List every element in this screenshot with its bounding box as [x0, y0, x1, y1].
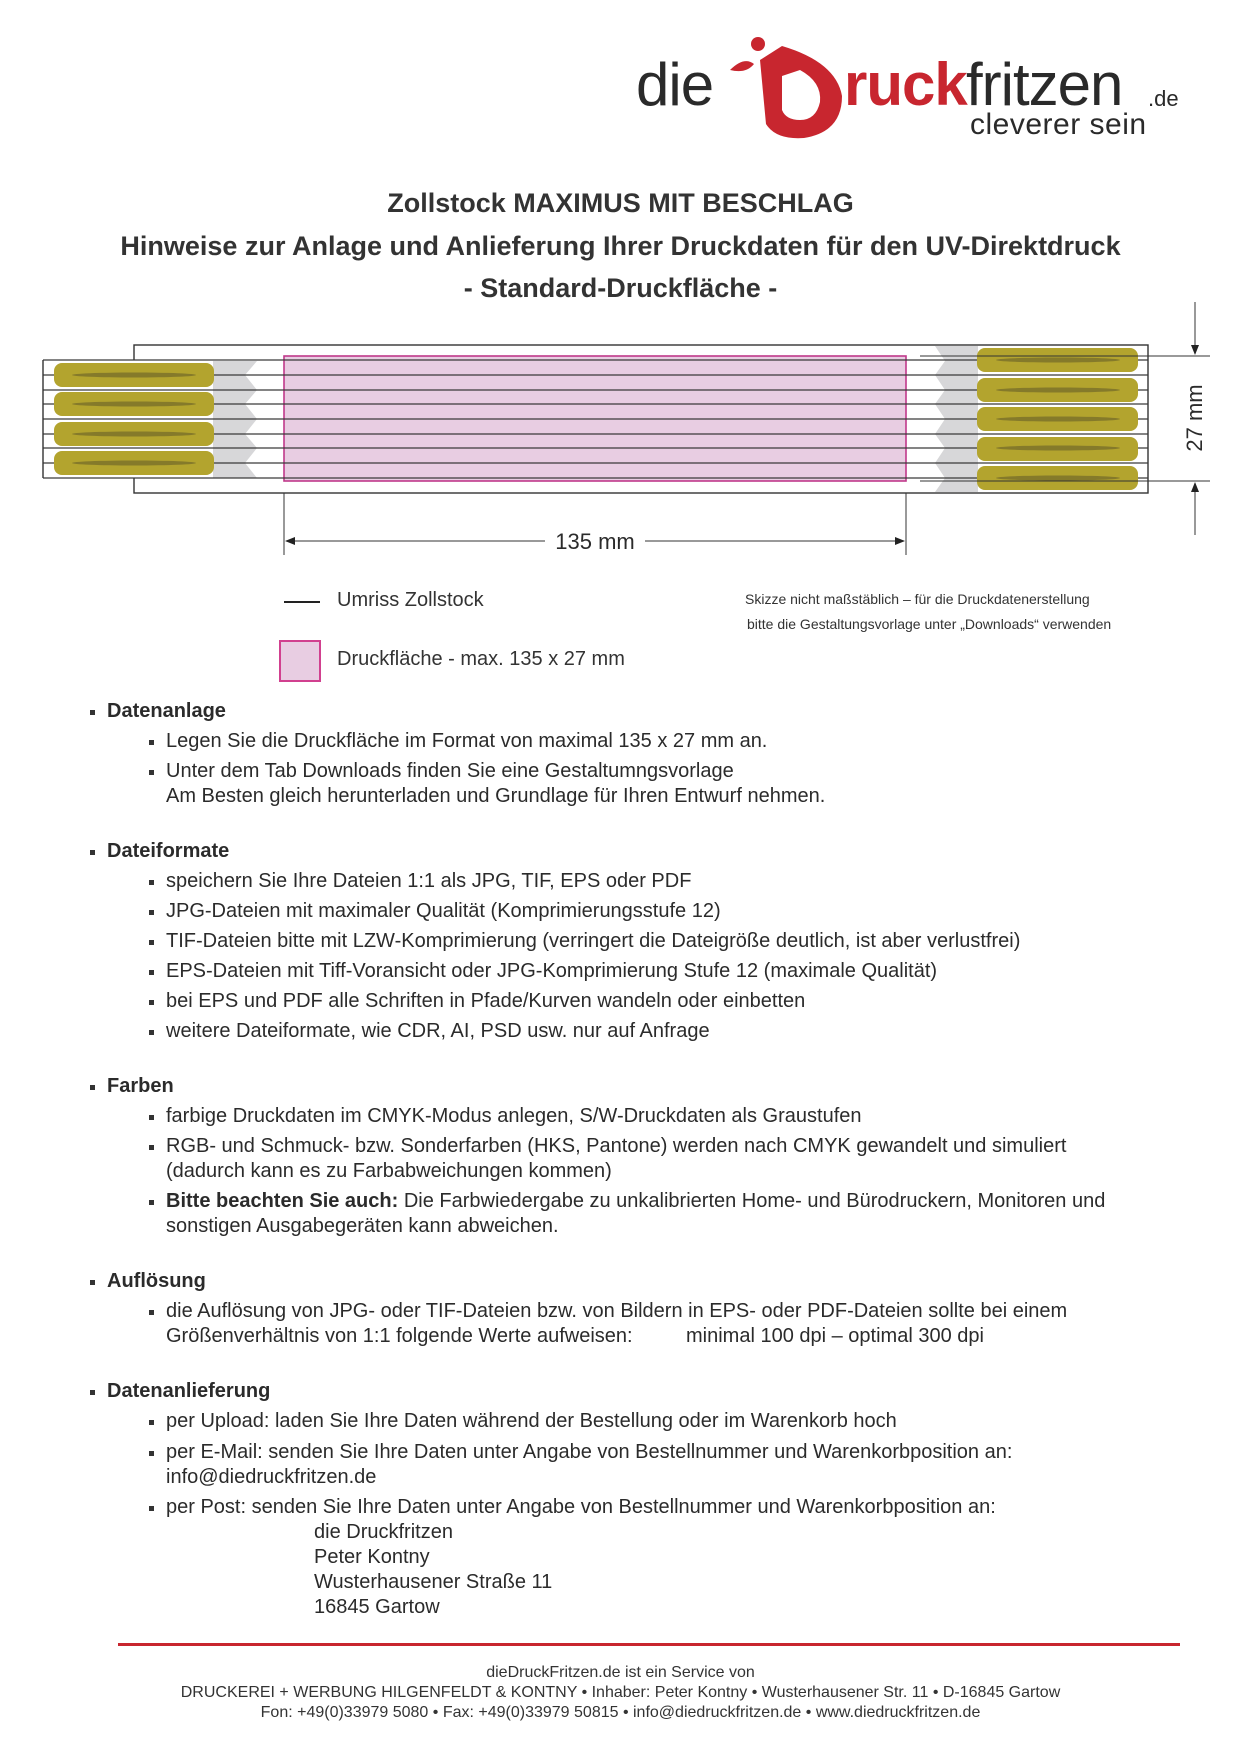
folding-rule-diagram: [0, 300, 1241, 560]
section-heading-aufloesung: Auflösung: [90, 1270, 206, 1293]
list-item: EPS-Dateien mit Tiff-Voransicht oder JPG-Komprimierung Stufe 12 (maximale Qualität): [149, 960, 937, 983]
address-line: 16845 Gartow: [314, 1596, 440, 1618]
legend-outline-swatch: [284, 601, 320, 603]
list-item: speichern Sie Ihre Dateien 1:1 als JPG, TIF, EPS oder PDF: [149, 870, 691, 893]
legend-print-area-label: Druckfläche - max. 135 x 27 mm: [337, 648, 625, 670]
scale-note-line2: bitte die Gestaltungsvorlage unter „Downloads“ verwenden: [747, 616, 1112, 632]
footer-company-line: DRUCKEREI + WERBUNG HILGENFELDT & KONTNY • Inhaber: Peter Kontny • Wusterhausener Str. 11 • D-16845 Gartow: [180, 1684, 1061, 1701]
section-heading-dateiformate: Dateiformate: [90, 840, 229, 863]
logo-tld: .de: [1148, 86, 1179, 111]
brand-logo: [636, 36, 1196, 146]
section-heading-farben: Farben: [90, 1075, 174, 1098]
list-item: per E-Mail: senden Sie Ihre Daten unter Angabe von Bestellnummer und Warenkorbposition an:: [149, 1441, 1012, 1464]
section-heading-datenanlage: Datenanlage: [90, 700, 226, 723]
page-subtitle: Hinweise zur Anlage und Anlieferung Ihrer Druckdaten für den UV-Direktdruck: [120, 231, 1121, 261]
email-link[interactable]: info@diedruckfritzen.de: [166, 1466, 377, 1488]
list-item: bei EPS und PDF alle Schriften in Pfade/Kurven wandeln oder einbetten: [149, 990, 805, 1013]
list-item-continuation: (dadurch kann es zu Farbabweichungen kommen): [166, 1160, 612, 1182]
list-item: Legen Sie die Druckfläche im Format von maximal 135 x 27 mm an.: [149, 730, 767, 753]
scale-note-line1: Skizze nicht maßstäblich – für die Druckdatenerstellung: [745, 591, 1090, 607]
list-item: per Upload: laden Sie Ihre Daten während der Bestellung oder im Warenkorb hoch: [149, 1410, 897, 1433]
legend-outline-label: Umriss Zollstock: [337, 589, 484, 611]
legend-print-area-swatch: [279, 640, 321, 682]
page-variant: - Standard-Druckfläche -: [463, 273, 778, 303]
address-line: die Druckfritzen: [314, 1521, 453, 1543]
right-brass-fittings: [977, 348, 1138, 490]
emphasis-label: Bitte beachten Sie auch:: [166, 1190, 399, 1212]
address-line: Wusterhausener Straße 11: [314, 1571, 553, 1593]
list-item-continuation: Größenverhältnis von 1:1 folgende Werte aufweisen:: [166, 1325, 633, 1347]
footer-contact-line: Fon: +49(0)33979 5080 • Fax: +49(0)33979 50815 • info@diedruckfritzen.de • www.diedruckfritzen.de: [260, 1704, 981, 1721]
logo-brand-dark: fritzen: [966, 51, 1123, 118]
list-item: farbige Druckdaten im CMYK-Modus anlegen, S/W-Druckdaten als Graustufen: [149, 1105, 862, 1128]
logo-brand-red: ruck: [844, 51, 967, 118]
list-item: Bitte beachten Sie auch: Die Farbwiedergabe zu unkalibrierten Home- und Bürodruckern, Monitoren und: [149, 1190, 1105, 1213]
footer-divider: [118, 1643, 1180, 1646]
list-item: Unter dem Tab Downloads finden Sie eine Gestaltumngsvorlage: [149, 760, 734, 783]
page-title: Zollstock MAXIMUS MIT BESCHLAG: [387, 188, 854, 218]
list-item-continuation: Am Besten gleich herunterladen und Grundlage für Ihren Entwurf nehmen.: [166, 785, 826, 807]
list-item: die Auflösung von JPG- oder TIF-Dateien bzw. von Bildern in EPS- oder PDF-Dateien sollte bei einem: [149, 1300, 1067, 1323]
drop-d-icon: [716, 36, 856, 146]
logo-tagline: cleverer sein: [970, 108, 1147, 141]
section-heading-datenanlieferung: Datenanlieferung: [90, 1380, 270, 1403]
list-item: RGB- und Schmuck- bzw. Sonderfarben (HKS, Pantone) werden nach CMYK gewandelt und simuliert: [149, 1135, 1066, 1158]
resolution-values: minimal 100 dpi – optimal 300 dpi: [686, 1325, 984, 1347]
list-item: weitere Dateiformate, wie CDR, AI, PSD usw. nur auf Anfrage: [149, 1020, 710, 1043]
list-item-continuation: sonstigen Ausgabegeräten kann abweichen.: [166, 1215, 559, 1237]
address-line: Peter Kontny: [314, 1546, 430, 1568]
width-dimension-label: 135 mm: [555, 529, 635, 554]
logo-prefix: die: [636, 51, 714, 118]
footer-service-line: dieDruckFritzen.de ist ein Service von: [486, 1664, 755, 1681]
height-dimension-label: 27 mm: [1182, 384, 1207, 452]
list-item: TIF-Dateien bitte mit LZW-Komprimierung (verringert die Dateigröße deutlich, ist aber verlustfrei): [149, 930, 1020, 953]
list-item: per Post: senden Sie Ihre Daten unter Angabe von Bestellnummer und Warenkorbposition an:: [149, 1496, 996, 1519]
list-item: JPG-Dateien mit maximaler Qualität (Komprimierungsstufe 12): [149, 900, 721, 923]
